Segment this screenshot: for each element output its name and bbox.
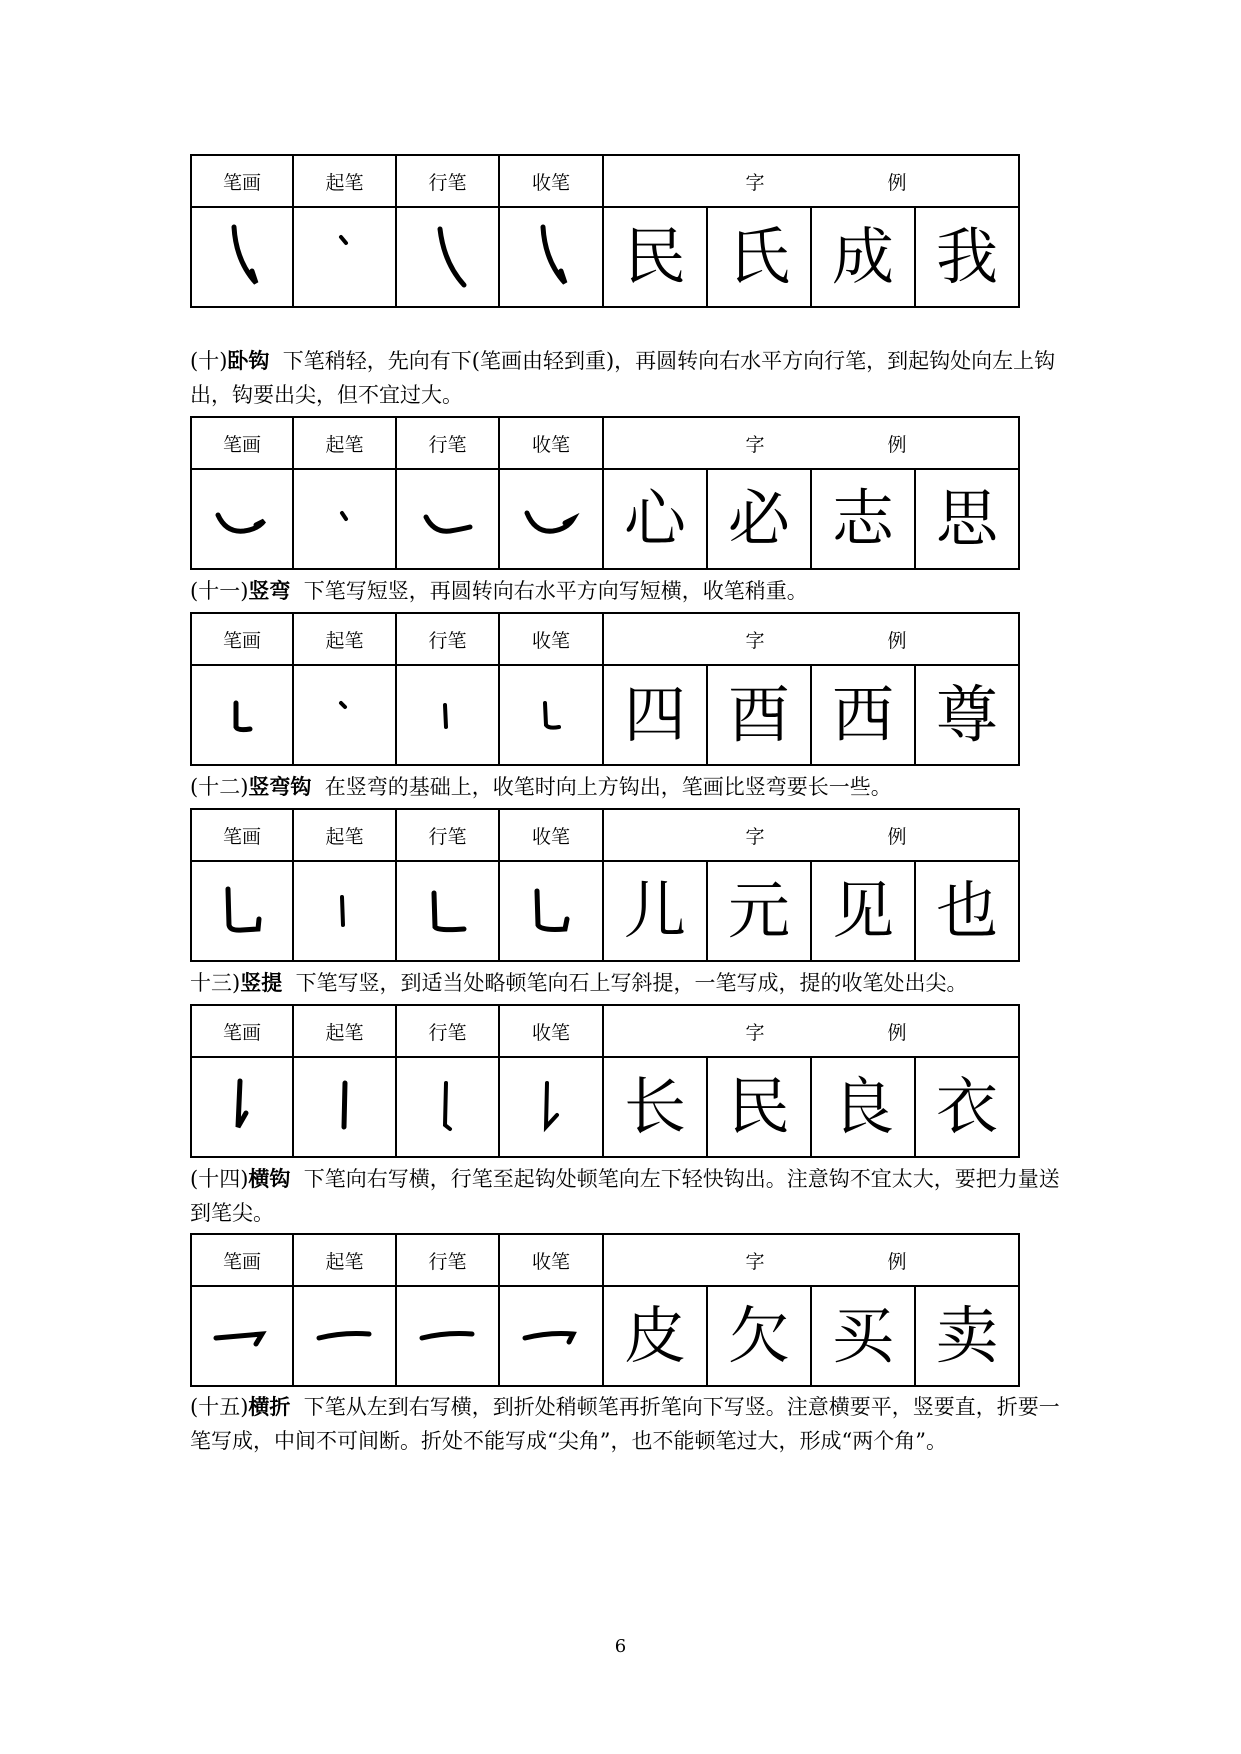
example-cell [811,861,915,961]
header-examples: 字 例 [603,1234,1019,1286]
example-char: 见 [831,874,894,947]
header-end: 收笔 [499,809,603,861]
header-move: 行笔 [396,417,499,469]
stroke-start-cell [293,665,396,765]
example-char: 成 [831,220,894,293]
glyph-row [191,207,1019,307]
stroke-end-cell [499,207,603,307]
stroke-title: 卧钩 [227,349,270,373]
stroke-end-cell [499,469,603,569]
henggou-move-icon [418,1300,478,1372]
stroke-move-cell [396,1057,499,1157]
header-start: 起笔 [293,417,396,469]
wogou-stroke-icon [212,483,272,555]
example-cell [603,1286,707,1386]
stroke-move-cell [396,469,499,569]
glyph-row [191,1286,1019,1386]
xiegou-move-icon [418,221,478,293]
header-stroke: 笔画 [191,1005,293,1057]
glyph-row [191,665,1019,765]
example-char: 我 [935,220,998,293]
example-char: 卖 [935,1299,998,1372]
stroke-start-cell [293,207,396,307]
paragraph-wogou: (十)卧钩 下笔稍轻，先向有下(笔画由轻到重)，再圆转向右水平方向行笔，到起钩处向左上钩出，钩要出尖，但不宜过大。 [190,349,1056,407]
example-char: 心 [623,482,686,555]
glyph-row [191,1057,1019,1157]
stroke-full-cell [191,1286,293,1386]
header-start: 起笔 [293,809,396,861]
example-cell [707,665,811,765]
example-cell [603,207,707,307]
stroke-table-2-body [190,468,1020,570]
header-move: 行笔 [396,155,499,207]
example-cell [707,861,811,961]
stroke-full-cell [191,469,293,569]
stroke-table-5 [190,1004,1020,1058]
example-cell [603,665,707,765]
example-cell [603,469,707,569]
page-number: 6 [614,1636,627,1657]
stroke-full-cell [191,861,293,961]
paragraph-shuti: 十三)竖提 下笔写竖，到适当处略顿笔向石上写斜提，一笔写成，提的收笔处出尖。 [190,971,968,995]
example-cell [915,1057,1019,1157]
stroke-table-1-body [190,206,1020,308]
table-header-row [191,1005,1019,1057]
stroke-table-2 [190,416,1020,470]
stroke-full-cell [191,1057,293,1157]
example-cell [811,665,915,765]
header-stroke: 笔画 [191,1234,293,1286]
shuwan-stroke-icon [212,679,272,751]
example-char: 酉 [727,678,790,751]
header-examples: 字 例 [603,809,1019,861]
shuwangou-move-icon [418,875,478,947]
table-header-row [191,1234,1019,1286]
paragraph-henggou: (十四)横钩 下笔向右写横，行笔至起钩处顿笔向左下轻快钩出。注意钩不宜太大，要把力量送到笔尖。 [190,1167,1060,1225]
table-header-row [191,155,1019,207]
stroke-move-cell [396,861,499,961]
header-start: 起笔 [293,1234,396,1286]
example-cell [707,469,811,569]
header-end: 收笔 [499,1005,603,1057]
wogou-move-icon [418,483,478,555]
shuti-end-icon [521,1071,581,1143]
example-cell [811,1286,915,1386]
table-header-row [191,613,1019,665]
stroke-move-cell [396,207,499,307]
example-char: 西 [831,678,894,751]
stroke-table-3 [190,612,1020,666]
dot-stroke-icon [315,221,375,293]
stroke-table-6-body [190,1285,1020,1387]
example-cell [707,1286,811,1386]
example-cell [915,1286,1019,1386]
shuti-start-icon [315,1071,375,1143]
example-cell [707,1057,811,1157]
header-stroke: 笔画 [191,613,293,665]
stroke-full-cell [191,207,293,307]
stroke-table-4-body [190,860,1020,962]
header-stroke: 笔画 [191,809,293,861]
xiegou-stroke-icon [212,221,272,293]
example-cell [915,207,1019,307]
stroke-table-4 [190,808,1020,862]
example-char: 民 [623,220,686,293]
stroke-start-cell [293,469,396,569]
header-start: 起笔 [293,613,396,665]
header-start: 起笔 [293,1005,396,1057]
example-char: 衣 [935,1070,998,1143]
example-cell [707,207,811,307]
example-char: 尊 [935,678,998,751]
example-cell [915,861,1019,961]
example-cell [603,1057,707,1157]
stroke-title: 横钩 [248,1167,291,1191]
example-char: 氏 [727,220,790,293]
stroke-start-cell [293,1057,396,1157]
stroke-table-5-body [190,1056,1020,1158]
wogou-end-icon [521,483,581,555]
example-char: 元 [727,874,790,947]
paragraph-hengzhe: (十五)横折 下笔从左到右写横，到折处稍顿笔再折笔向下写竖。注意横要平，竖要直，折要一笔写成，中间不可间断。折处不能写成“尖角”，也不能顿笔过大，形成“两个角”。 [190,1395,1060,1453]
header-end: 收笔 [499,1234,603,1286]
dot-stroke-icon [315,483,375,555]
shuwangou-end-icon [521,875,581,947]
table-header-row [191,417,1019,469]
henggou-end-icon [521,1300,581,1372]
dot-stroke-icon [315,679,375,751]
example-cell [603,861,707,961]
stroke-start-cell [293,861,396,961]
header-end: 收笔 [499,155,603,207]
example-char: 必 [727,482,790,555]
table-header-row [191,809,1019,861]
header-move: 行笔 [396,613,499,665]
example-cell [811,469,915,569]
stroke-table-3-body [190,664,1020,766]
header-stroke: 笔画 [191,155,293,207]
shuwan-move-icon [418,679,478,751]
header-end: 收笔 [499,613,603,665]
paragraph-shuwangou: (十二)竖弯钩 在竖弯的基础上，收笔时向上方钩出，笔画比竖弯要长一些。 [190,775,892,799]
stroke-end-cell [499,861,603,961]
header-end: 收笔 [499,417,603,469]
example-cell [915,469,1019,569]
shuwan-end-icon [521,679,581,751]
shuwangou-stroke-icon [212,875,272,947]
stroke-title: 竖弯 [248,579,291,603]
example-char: 皮 [623,1299,686,1372]
example-char: 四 [623,678,686,751]
header-examples: 字 例 [603,155,1019,207]
header-examples: 字 例 [603,1005,1019,1057]
stroke-full-cell [191,665,293,765]
example-char: 民 [727,1070,790,1143]
header-stroke: 笔画 [191,417,293,469]
header-move: 行笔 [396,1234,499,1286]
stroke-move-cell [396,1286,499,1386]
stroke-start-cell [293,1286,396,1386]
example-cell [811,1057,915,1157]
stroke-title: 竖弯钩 [248,775,312,799]
example-cell [811,207,915,307]
header-start: 起笔 [293,155,396,207]
header-examples: 字 例 [603,417,1019,469]
shuwangou-start-icon [315,875,375,947]
example-cell [915,665,1019,765]
stroke-end-cell [499,1057,603,1157]
stroke-table-1 [190,154,1020,208]
example-char: 长 [623,1070,686,1143]
stroke-title: 横折 [248,1395,291,1419]
shuti-stroke-icon [212,1071,272,1143]
stroke-end-cell [499,1286,603,1386]
henggou-start-icon [315,1300,375,1372]
example-char: 志 [831,482,894,555]
example-char: 良 [831,1070,894,1143]
glyph-row [191,861,1019,961]
example-char: 欠 [727,1299,790,1372]
xiegou-end-icon [521,221,581,293]
stroke-table-6 [190,1233,1020,1287]
glyph-row [191,469,1019,569]
example-char: 思 [935,482,998,555]
header-examples: 字 例 [603,613,1019,665]
stroke-title: 竖提 [240,971,283,995]
header-move: 行笔 [396,1005,499,1057]
header-move: 行笔 [396,809,499,861]
henggou-stroke-icon [212,1300,272,1372]
example-char: 也 [935,874,998,947]
example-char: 买 [831,1299,894,1372]
example-char: 儿 [623,874,686,947]
shuti-move-icon [418,1071,478,1143]
stroke-end-cell [499,665,603,765]
paragraph-shuwan: (十一)竖弯 下笔写短竖，再圆转向右水平方向写短横，收笔稍重。 [190,579,808,603]
stroke-move-cell [396,665,499,765]
